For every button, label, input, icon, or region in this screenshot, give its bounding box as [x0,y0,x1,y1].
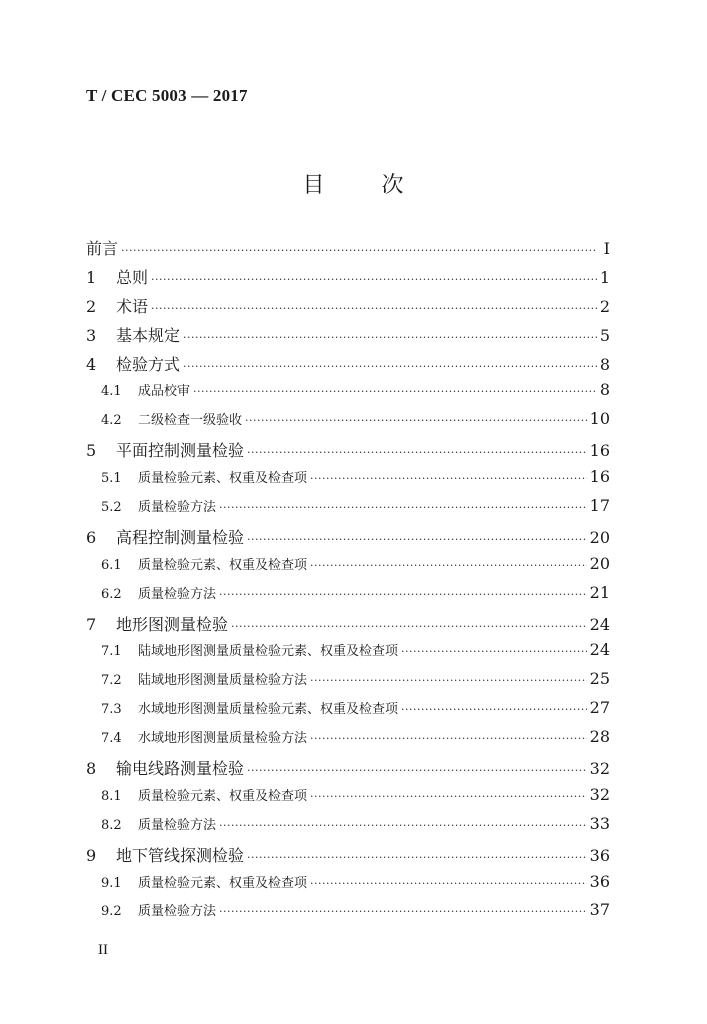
toc-entry-number: 3 [86,325,97,345]
toc-entry-number: 1 [86,267,97,287]
toc-leader-dots [310,732,587,745]
toc-entry-page: 2 [599,296,610,316]
toc-entry-label: 总则 [116,267,149,287]
toc-entry[interactable] [86,265,610,294]
toc-entry-page: 33 [589,813,610,833]
toc-entry-label: 质量检验元素、权重及检查项 [138,788,308,804]
toc-leader-dots [247,533,587,546]
toc-entry-number: 6 [86,527,97,547]
toc-leader-dots [183,331,597,344]
toc-entry-number: 5.1 [101,471,122,487]
toc-entry-number: 7.1 [101,644,122,660]
toc-entry-label: 基本规定 [116,325,181,345]
toc-entry-number: 9.1 [101,875,122,891]
toc-entry[interactable] [86,352,610,381]
page-title-char-1: 目 [302,173,326,198]
toc-entry-page: 16 [589,441,610,461]
page-number: II [98,942,108,958]
toc-entry-number: 8 [86,759,97,779]
toc-entry[interactable] [86,525,610,554]
toc-entry-page: 20 [589,553,610,573]
toc-entry[interactable] [86,872,610,901]
toc-leader-dots [219,819,587,832]
toc-entry-label: 质量检验方法 [138,586,217,602]
toc-entry[interactable] [86,640,610,669]
toc-entry-label: 术语 [116,296,149,316]
toc-entry-label: 质量检验元素、权重及检查项 [138,557,308,573]
toc-entry[interactable] [86,785,610,814]
toc-entry-page: 27 [589,698,610,718]
toc-leader-dots [310,472,587,485]
toc-entry[interactable] [86,900,610,929]
toc-leader-dots [401,645,587,658]
toc-entry-label: 二级检查一级验收 [138,413,243,429]
toc-entry-label: 陆域地形图测量质量检验方法 [138,673,308,689]
toc-entry-page: 10 [589,409,610,429]
toc-leader-dots [247,764,587,777]
toc-entry-page: 32 [589,784,610,804]
toc-entry-number: 2 [86,296,97,316]
toc-entry-label: 质量检验元素、权重及检查项 [138,471,308,487]
toc-entry-page: 24 [589,640,610,660]
toc-leader-dots [310,790,587,803]
toc-entry-number: 8.1 [101,788,122,804]
toc-leader-dots [219,501,587,514]
toc-leader-dots [151,273,597,286]
toc-entry-number: 4 [86,354,97,374]
toc-entry-label: 平面控制测量检验 [116,441,245,461]
toc-leader-dots [401,703,587,716]
toc-entry-label: 输电线路测量检验 [116,759,245,779]
toc-entry[interactable] [86,496,610,525]
page-title-char-2: 次 [381,173,405,198]
toc-entry-label: 高程控制测量检验 [116,527,245,547]
toc-entry-page: 1 [599,267,610,287]
toc-entry-page: 17 [589,496,610,516]
toc-entry-label: 质量检验方法 [138,500,217,516]
toc-entry-page: 21 [589,582,610,602]
toc-entry[interactable] [86,727,610,756]
toc-entry[interactable] [86,612,610,641]
toc-entry-number: 9.2 [101,904,122,920]
toc-entry-number: 5.2 [101,500,122,516]
toc-entry-page: Ⅰ [603,239,610,258]
toc-entry[interactable] [86,554,610,583]
toc-leader-dots [151,302,597,315]
toc-leader-dots [183,360,597,373]
standard-code: T / CEC 5003 — 2017 [86,86,248,105]
toc-leader-dots [247,851,587,864]
toc-entry[interactable] [86,843,610,872]
toc-entry[interactable] [86,698,610,727]
toc-entry-label: 质量检验方法 [138,817,217,833]
page-title [0,168,707,199]
toc-entry[interactable] [86,236,610,265]
table-of-contents [86,236,610,929]
toc-entry-label: 陆域地形图测量质量检验元素、权重及检查项 [138,644,399,660]
toc-entry[interactable] [86,294,610,323]
toc-entry-page: 37 [589,900,610,920]
toc-entry-label: 地下管线探测检验 [116,845,245,865]
toc-entry-number: 6.1 [101,557,122,573]
toc-entry-page: 8 [599,354,610,374]
toc-entry[interactable] [86,756,610,785]
toc-entry[interactable] [86,409,610,438]
toc-entry-label: 成品校审 [138,384,191,400]
toc-entry-page: 32 [589,759,610,779]
toc-entry[interactable] [86,323,610,352]
toc-leader-dots [247,446,587,459]
toc-leader-dots [310,674,587,687]
toc-entry-label: 检验方式 [116,354,181,374]
toc-entry-number: 8.2 [101,817,122,833]
toc-entry-page: 36 [589,871,610,891]
toc-entry-page: 16 [589,467,610,487]
toc-entry[interactable] [86,669,610,698]
toc-entry-number: 7.2 [101,673,122,689]
toc-entry-label: 前言 [86,239,119,258]
toc-entry[interactable] [86,814,610,843]
toc-leader-dots [310,559,587,572]
toc-entry[interactable] [86,380,610,409]
toc-entry-page: 5 [599,325,610,345]
toc-entry-label: 水域地形图测量质量检验元素、权重及检查项 [138,702,399,718]
toc-leader-dots [219,905,587,918]
toc-entry-number: 7.3 [101,702,122,718]
toc-entry-number: 5 [86,441,97,461]
toc-entry-page: 25 [589,669,610,689]
toc-entry-page: 36 [589,845,610,865]
toc-leader-dots [310,877,587,890]
toc-entry-page: 24 [589,614,610,634]
toc-entry-label: 质量检验方法 [138,904,217,920]
toc-entry-number: 7.4 [101,731,122,747]
toc-entry-page: 28 [589,727,610,747]
toc-leader-dots [219,588,587,601]
toc-entry[interactable] [86,438,610,467]
toc-entry-number: 7 [86,614,97,634]
toc-entry-number: 4.1 [101,384,122,400]
toc-entry-number: 4.2 [101,413,122,429]
toc-entry-page: 20 [589,527,610,547]
toc-leader-dots [231,620,587,633]
toc-entry-label: 质量检验元素、权重及检查项 [138,875,308,891]
toc-entry[interactable] [86,583,610,612]
toc-leader-dots [193,385,597,398]
toc-entry-label: 水域地形图测量质量检验方法 [138,731,308,747]
toc-entry-page: 8 [599,380,610,400]
toc-leader-dots [121,244,597,257]
toc-entry-number: 9 [86,845,97,865]
toc-leader-dots [245,414,587,427]
toc-entry-label: 地形图测量检验 [116,614,229,634]
toc-entry[interactable] [86,467,610,496]
toc-entry-number: 6.2 [101,586,122,602]
